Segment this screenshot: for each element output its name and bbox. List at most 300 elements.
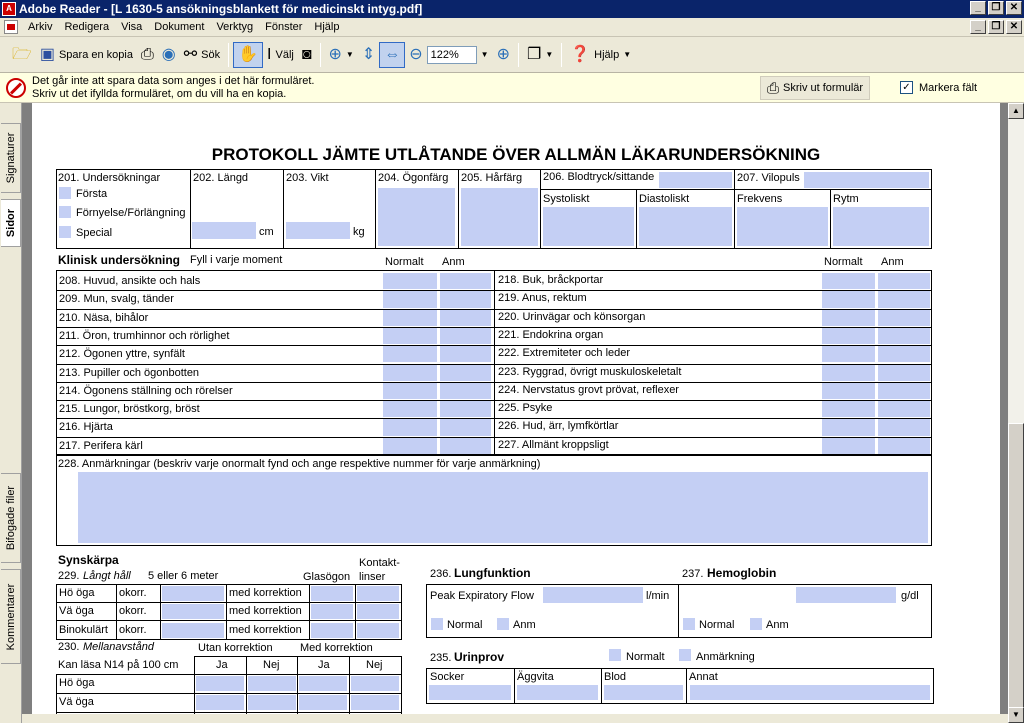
near-vision-field[interactable] [299, 695, 347, 710]
menu-dokument[interactable]: Dokument [154, 21, 205, 33]
clinical-item-label: 225. Psyke [498, 402, 553, 415]
label-236: 236. [430, 568, 452, 580]
close-button[interactable]: ✕ [1006, 1, 1022, 15]
label-fornyelse: Förnyelse/Förlängning [76, 207, 186, 219]
rule [426, 637, 932, 638]
clinical-item-label: 212. Ögonen yttre, synfält [59, 348, 185, 361]
clinical-anm-field[interactable] [440, 419, 491, 435]
rule [931, 169, 932, 249]
camera-icon: ◙ [301, 45, 312, 63]
vision-corrected-label: med korrektion [229, 605, 302, 618]
rule [540, 189, 931, 190]
email-button[interactable] [158, 42, 180, 68]
near-vision-field[interactable] [196, 695, 244, 710]
clinical-normal-field[interactable] [822, 365, 875, 381]
rule [56, 270, 57, 455]
rule [56, 674, 402, 675]
vision-contacts-field[interactable] [357, 623, 399, 638]
label-230: 230. [58, 641, 80, 653]
clinical-normal-field[interactable] [383, 346, 437, 362]
highlight-fields-checkbox[interactable]: ✓ [900, 81, 913, 94]
systolic-field[interactable] [543, 207, 634, 246]
clinical-normal-field[interactable] [383, 383, 437, 399]
zoom-in-button[interactable] [493, 42, 514, 68]
clinical-item-label: 217. Perifera kärl [59, 439, 143, 452]
rule [56, 545, 932, 546]
menu-hjalp[interactable]: Hjälp [314, 21, 340, 33]
clinical-normal-field[interactable] [822, 346, 875, 362]
clinical-anm-field[interactable] [440, 438, 491, 454]
toolbar [0, 37, 1024, 73]
save-copy-button[interactable] [36, 42, 137, 68]
unit-gdl: g/dl [901, 590, 919, 602]
bp-field[interactable] [659, 172, 732, 188]
eye-color-field[interactable] [378, 188, 455, 246]
urine-remark-label: Anmärkning [696, 651, 755, 663]
clinical-anm-field[interactable] [878, 401, 930, 417]
checkbox-forsta[interactable] [59, 187, 71, 199]
menu-fonster[interactable]: Fönster [265, 21, 303, 33]
toolbar-separator [228, 43, 229, 67]
label-with-correction: Med korrektion [300, 642, 373, 654]
rule [56, 712, 402, 713]
fit-height-icon: ⇕ [361, 45, 376, 63]
clinical-anm-field[interactable] [878, 328, 930, 344]
clinical-item-label: 224. Nervstatus grovt prövat, reflexer [498, 383, 679, 396]
label-ja-1: Ja [216, 659, 228, 671]
clinical-item-label: 209. Mun, svalg, tänder [59, 293, 174, 306]
label-204: 204. Ögonfärg [378, 172, 449, 184]
hand-tool-button[interactable] [233, 42, 263, 68]
restore-button[interactable]: ❐ [988, 1, 1004, 15]
clinical-normal-field[interactable] [383, 438, 437, 454]
menu-arkiv[interactable]: Arkiv [28, 21, 53, 33]
rule [56, 455, 494, 456]
label-meter: 5 eller 6 meter [148, 570, 219, 582]
label-207: 207. Vilopuls [737, 172, 800, 184]
label-nej-2: Nej [366, 659, 383, 671]
near-vision-field[interactable] [299, 676, 347, 691]
clinical-normal-field[interactable] [383, 401, 437, 417]
document-message-bar [0, 73, 1024, 103]
document-icon[interactable] [4, 20, 18, 34]
doc-minimize-button[interactable]: _ [970, 20, 986, 34]
clinical-anm-field[interactable] [878, 419, 930, 435]
vision-uncorrected-label: okorr. [119, 605, 147, 618]
unit-cm: cm [259, 226, 274, 238]
adobe-reader-icon: A [2, 2, 16, 16]
clinical-normal-field[interactable] [383, 273, 437, 289]
vision-row-label: Hö öga [59, 587, 95, 599]
vision-uncorrected-label: okorr. [119, 587, 147, 599]
lung-normal-label: Normal [447, 619, 483, 631]
menubar [0, 18, 1024, 37]
open-button[interactable] [8, 42, 36, 68]
rule [686, 668, 687, 704]
label-forsta: Första [76, 188, 108, 200]
urine-normal-checkbox[interactable] [609, 649, 621, 661]
rule [458, 169, 459, 249]
header-anm-left: Anm [442, 256, 465, 268]
binoculars-icon: ⚯ [183, 45, 198, 63]
clinical-anm-field[interactable] [440, 346, 491, 362]
vision-uncorrected-field[interactable] [162, 586, 224, 601]
rule [514, 668, 515, 704]
menu-visa[interactable]: Visa [121, 21, 143, 33]
label-206: 206. Blodtryck/sittande [543, 171, 655, 183]
clinical-item-label: 227. Allmänt kroppsligt [498, 438, 609, 451]
rule [56, 169, 57, 249]
doc-close-button[interactable]: ✕ [1006, 20, 1022, 34]
rule [56, 620, 402, 621]
toolbar-separator [518, 43, 519, 67]
tab-pages[interactable] [1, 199, 21, 247]
rule [355, 584, 356, 640]
hemoglobin-field[interactable] [796, 587, 896, 603]
highlight-fields-toggle[interactable] [900, 81, 977, 94]
urine-col-sugar: Socker [430, 671, 465, 683]
rule [190, 169, 191, 249]
rule [116, 584, 117, 640]
tab-signatures-label: Signaturer [4, 132, 17, 184]
clinical-anm-field[interactable] [440, 365, 491, 381]
chevron-down-icon: ▼ [480, 50, 489, 59]
label-ja-2: Ja [318, 659, 330, 671]
vision-uncorrected-label: okorr. [119, 623, 147, 636]
clinical-normal-field[interactable] [383, 328, 437, 344]
minimize-button[interactable]: _ [970, 1, 986, 15]
scroll-up-icon[interactable]: ▲ [1008, 103, 1024, 119]
label-systolic: Systoliskt [543, 193, 590, 205]
rule [56, 454, 57, 546]
hemo-anm-label: Anm [766, 619, 789, 631]
checkbox-fornyelse[interactable] [59, 206, 71, 218]
magnifier-icon: ⊕ [328, 45, 342, 63]
message-text [32, 75, 772, 101]
rule [933, 668, 934, 704]
help-icon: ❓ [570, 45, 591, 63]
vision-uncorrected-field[interactable] [162, 623, 224, 638]
lung-normal-checkbox[interactable] [431, 618, 443, 630]
tab-signatures[interactable] [1, 123, 21, 193]
hair-color-field[interactable] [461, 188, 538, 246]
no-entry-icon [6, 78, 26, 98]
rule [56, 584, 57, 640]
clinical-normal-field[interactable] [383, 365, 437, 381]
page-layout-button[interactable] [523, 42, 557, 68]
rule [494, 455, 932, 456]
urine-blood-field[interactable] [604, 685, 683, 700]
clinical-anm-field[interactable] [878, 383, 930, 399]
rule [56, 169, 932, 170]
label-pef: Peak Expiratory Flow [430, 590, 534, 602]
clinical-item-label: 222. Extremiteter och leder [498, 347, 631, 360]
rule [426, 584, 427, 638]
clinical-item-label: 210. Näsa, bihålor [59, 311, 149, 324]
vision-contacts-field[interactable] [357, 604, 399, 619]
near-vision-field[interactable] [248, 676, 296, 691]
clinical-item-label: 213. Pupiller och ögonbotten [59, 366, 200, 379]
rule [931, 454, 932, 546]
hemo-normal-label: Normal [699, 619, 735, 631]
vision-corrected-label: med korrektion [229, 587, 302, 599]
clinical-anm-field[interactable] [878, 273, 930, 289]
label-contact-2: linser [359, 571, 386, 583]
lung-anm-checkbox[interactable] [497, 618, 509, 630]
vision-heading: Synskärpa [58, 553, 119, 567]
text-cursor-icon: I [267, 45, 272, 63]
clinical-item-label: 221. Endokrina organ [498, 328, 604, 341]
rule [678, 584, 679, 638]
near-vision-field[interactable] [351, 676, 399, 691]
plus-circle-icon: ⊕ [496, 45, 510, 63]
vertical-scrollbar[interactable] [1008, 103, 1024, 723]
print-button[interactable] [137, 42, 158, 68]
help-button[interactable] [566, 42, 635, 68]
clinical-normal-field[interactable] [822, 291, 875, 307]
clinical-anm-field[interactable] [440, 273, 491, 289]
clinical-normal-field[interactable] [822, 401, 875, 417]
chevron-down-icon: ▼ [545, 50, 554, 59]
label-203: 203. Vikt [286, 172, 329, 184]
pdf-page [32, 103, 1000, 723]
label-228: 228. Anmärkningar (beskriv varje onormalt fynd och ange respektive nummer för varje anmärkning) [58, 458, 541, 470]
chevron-down-icon: ▼ [345, 50, 354, 59]
clinical-anm-field[interactable] [440, 401, 491, 417]
tab-attachments-label: Bifogade filer [4, 485, 17, 551]
clinical-heading: Klinisk undersökning [58, 253, 181, 267]
message-line-2: Skriv ut det ifyllda formuläret, om du vill ha en kopia. [32, 87, 287, 100]
clinical-normal-field[interactable] [822, 419, 875, 435]
clinical-anm-field[interactable] [440, 383, 491, 399]
urine-heading: Urinprov [454, 650, 505, 664]
clinical-subheading: Fyll i varje moment [190, 254, 283, 266]
clinical-normal-field[interactable] [383, 419, 437, 435]
label-frequency: Frekvens [737, 193, 783, 205]
globe-mail-icon: ◉ [161, 45, 176, 63]
rule [601, 668, 602, 704]
rule [931, 584, 932, 638]
rule [194, 656, 402, 657]
vision-glasses-field[interactable] [311, 623, 353, 638]
header-normalt-right: Normalt [824, 256, 863, 268]
clinical-normal-field[interactable] [383, 291, 437, 307]
unit-lmin: l/min [646, 590, 670, 602]
label-long-distance: Långt håll [83, 570, 131, 582]
zoom-in-tool-button[interactable] [325, 42, 358, 68]
form-title: PROTOKOLL JÄMTE UTLÅTANDE ÖVER ALLMÄN LÄKARUNDERSÖKNING [211, 145, 821, 164]
fit-width-button[interactable] [379, 42, 405, 68]
print-form-button[interactable] [760, 76, 870, 100]
rule [931, 270, 932, 455]
zoom-dropdown[interactable] [477, 42, 493, 68]
navigation-panel [0, 103, 22, 723]
clinical-normal-field[interactable] [822, 328, 875, 344]
status-bar [22, 714, 1008, 723]
length-field[interactable] [192, 222, 256, 239]
disk-icon: ▣ [39, 45, 55, 63]
lung-anm-label: Anm [513, 619, 536, 631]
rule [283, 169, 284, 249]
rule [56, 602, 402, 603]
label-237: 237. [682, 568, 704, 580]
tab-comments-label: Kommentarer [4, 583, 17, 650]
clinical-anm-field[interactable] [878, 291, 930, 307]
lung-heading: Lungfunktion [454, 566, 531, 580]
vision-corrected-label: med korrektion [229, 623, 302, 636]
label-205: 205. Hårfärg [461, 172, 523, 184]
minus-circle-icon: ⊖ [409, 45, 423, 63]
rule [540, 169, 541, 249]
clinical-normal-field[interactable] [822, 273, 875, 289]
toolbar-separator [561, 43, 562, 67]
label-diastolic: Diastoliskt [639, 193, 690, 205]
doc-restore-button[interactable]: ❐ [988, 20, 1004, 34]
printer-icon: ⎙ [140, 45, 154, 63]
snapshot-button[interactable] [298, 42, 316, 68]
rule [426, 703, 934, 704]
tab-attachments[interactable] [1, 473, 21, 563]
rule [56, 584, 402, 585]
window-title: Adobe Reader - [L 1630-5 ansökningsblankett för medicinskt intyg.pdf] [19, 2, 423, 16]
urine-col-protein: Äggvita [517, 671, 554, 683]
zoom-input[interactable] [427, 46, 477, 64]
urine-other-field[interactable] [690, 685, 930, 700]
near-vision-field[interactable] [351, 695, 399, 710]
clinical-item-label: 216. Hjärta [59, 421, 113, 434]
rule [636, 189, 637, 249]
scrollbar-thumb[interactable] [1008, 423, 1024, 723]
rule [734, 169, 735, 249]
label-202: 202. Längd [193, 172, 249, 184]
vision-contacts-field[interactable] [357, 586, 399, 601]
rhythm-field[interactable] [833, 207, 929, 246]
menu-redigera[interactable]: Redigera [64, 21, 110, 33]
clinical-anm-field[interactable] [878, 365, 930, 381]
clinical-anm-field[interactable] [878, 310, 930, 326]
clinical-anm-field[interactable] [878, 438, 930, 454]
rule [426, 668, 934, 669]
rule [375, 169, 376, 249]
clinical-normal-field[interactable] [383, 310, 437, 326]
rule [830, 189, 831, 249]
rule [56, 693, 402, 694]
rule [426, 668, 427, 704]
clinical-item-label: 223. Ryggrad, övrigt muskuloskeletalt [498, 365, 682, 378]
label-n14: Kan läsa N14 på 100 cm [58, 659, 179, 671]
highlight-fields-label: Markera fält [919, 81, 978, 94]
hand-icon: ✋ [238, 45, 259, 63]
rule [56, 454, 932, 455]
pages-icon: ❐ [526, 45, 542, 63]
remarks-field[interactable] [78, 472, 928, 543]
frequency-field[interactable] [737, 207, 828, 246]
window-titlebar [0, 0, 1024, 18]
clinical-item-label: 226. Hud, ärr, lymfkörtlar [498, 420, 619, 433]
zoom-out-button[interactable] [405, 42, 426, 68]
weight-field[interactable] [286, 222, 350, 239]
hemo-anm-checkbox[interactable] [750, 618, 762, 630]
label-201: 201. Undersökningar [58, 172, 161, 184]
label-without-correction: Utan korrektion [198, 642, 273, 654]
rule [56, 248, 932, 249]
rule [56, 639, 402, 640]
tab-comments[interactable] [1, 569, 21, 664]
pulse-field[interactable] [804, 172, 929, 188]
rule [226, 584, 227, 640]
actual-size-button[interactable] [358, 42, 379, 68]
clinical-normal-field[interactable] [822, 310, 875, 326]
label-intermediate: Mellanavstånd [83, 641, 154, 653]
clinical-normal-field[interactable] [822, 438, 875, 454]
clinical-normal-field[interactable] [822, 383, 875, 399]
label-229: 229. [58, 570, 80, 582]
search-label: Sök [201, 48, 221, 61]
clinical-anm-field[interactable] [440, 328, 491, 344]
near-vision-row-label: Vä öga [59, 696, 94, 708]
menu-verktyg[interactable]: Verktyg [216, 21, 254, 33]
clinical-item-label: 218. Buk, bråckportar [498, 274, 604, 286]
rule [426, 584, 932, 585]
vision-uncorrected-field[interactable] [162, 604, 224, 619]
checkbox-special[interactable] [59, 226, 71, 238]
label-rhythm: Rytm [833, 193, 859, 205]
clinical-item-label: 211. Öron, trumhinnor och rörlighet [59, 329, 230, 342]
urine-protein-field[interactable] [517, 685, 598, 700]
document-area[interactable] [22, 103, 1008, 723]
header-normalt-left: Normalt [385, 256, 424, 268]
select-tool-button[interactable] [263, 42, 298, 68]
rule [401, 584, 402, 640]
clinical-item-label: 220. Urinvägar och könsorgan [498, 310, 646, 323]
clinical-anm-field[interactable] [440, 310, 491, 326]
hemoglobin-heading: Hemoglobin [707, 566, 777, 580]
clinical-anm-field[interactable] [440, 291, 491, 307]
clinical-anm-field[interactable] [878, 346, 930, 362]
scroll-down-icon[interactable]: ▼ [1008, 707, 1024, 723]
hemo-normal-checkbox[interactable] [683, 618, 695, 630]
diastolic-field[interactable] [639, 207, 732, 246]
toolbar-separator [320, 43, 321, 67]
vision-glasses-field[interactable] [311, 586, 353, 601]
urine-remark-checkbox[interactable] [679, 649, 691, 661]
pef-field[interactable] [543, 587, 643, 603]
clinical-item-label: 219. Anus, rektum [498, 292, 587, 305]
clinical-item-label: 215. Lungor, bröstkorg, bröst [59, 403, 200, 416]
urine-sugar-field[interactable] [429, 685, 511, 700]
urine-col-other: Annat [689, 671, 718, 683]
unit-kg: kg [353, 226, 365, 238]
header-anm-right: Anm [881, 256, 904, 268]
clinical-item-label: 208. Huvud, ansikte och hals [59, 275, 201, 287]
message-line-1: Det går inte att spara data som anges i det här formuläret. [32, 74, 315, 87]
search-button[interactable] [180, 42, 224, 68]
chevron-down-icon: ▼ [623, 50, 632, 59]
print-form-label: Skriv ut formulär [783, 82, 864, 94]
folder-icon: 🗁 [12, 45, 32, 63]
vision-glasses-field[interactable] [311, 604, 353, 619]
printer-icon: ⎙ [767, 79, 780, 97]
rule [494, 270, 495, 455]
near-vision-field[interactable] [248, 695, 296, 710]
label-nej-1: Nej [263, 659, 280, 671]
clinical-item-label: 214. Ögonens ställning och rörelser [59, 384, 233, 397]
rule [309, 584, 310, 640]
select-label: Välj [275, 48, 294, 61]
vision-row-label: Binokulärt [59, 623, 108, 636]
save-copy-label: Spara en kopia [58, 48, 133, 61]
near-vision-field[interactable] [196, 676, 244, 691]
